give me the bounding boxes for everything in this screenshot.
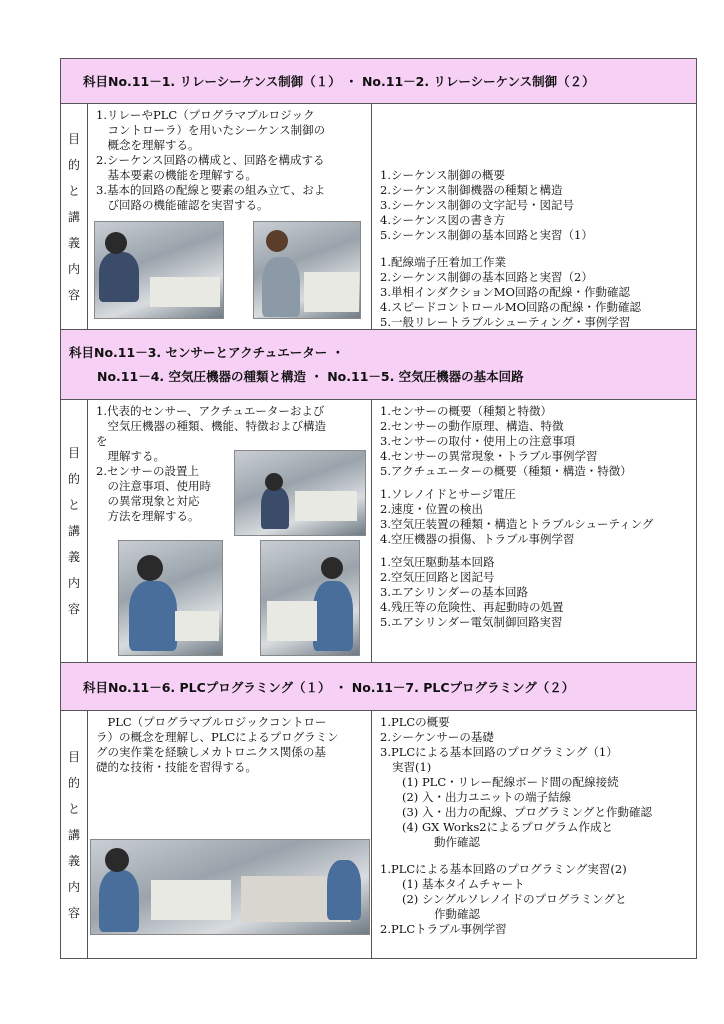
section2-vertical-label: 目 的 と 講 義 内 容: [61, 400, 88, 662]
section2-title-line2: No.11－4. 空気圧機器の種類と構造 ・ No.11－5. 空気圧機器の基本回路: [97, 369, 524, 384]
topics-list-a: 1.シーケンス制御の概要 2.シーケンス制御機器の種類と構造 3.シーケンス制御の文字記号・図記号 4.シーケンス図の書き方 5.シーケンス制御の基本回路と実習（1）: [380, 168, 593, 242]
section3-body: [60, 711, 697, 959]
topics-list-a: 1.PLCの概要 2.シーケンサーの基礎 3.PLCによる基本回路のプログラミング（1） 実習(1) (1) PLC・リレー配線ボード間の配線接続 (2) 入・出力ユニットの端子結線 (3) 入・出力の配線、プログラミングと作動確認 (4) GX Works2によるプログラム作成と 動作確認: [380, 715, 652, 849]
section1-topics: [372, 104, 696, 329]
section3-objectives: PLC（プログラマブルロジックコントロー ラ）の概念を理解し、PLCによるプログラミン グの実作業を経験しメカトロニクス関係の基 礎的な技術・技能を習得する。: [88, 711, 372, 958]
training-photo: [90, 839, 370, 935]
section3-topics: [372, 711, 696, 958]
topics-list-a: 1.センサーの概要（種類と特徴） 2.センサーの動作原理、構造、特徴 3.センサーの取付・使用上の注意事項 4.センサーの異常現象・トラブル事例学習 5.アクチュエーターの概要（種類・構造・特徴）: [380, 404, 632, 478]
topics-list-b: 1.PLCによる基本回路のプログラミング実習(2) (1) 基本タイムチャート (2) シングルソレノイドのプログラミングと 作動確認 2.PLCトラブル事例学習: [380, 862, 627, 936]
curriculum-sheet: [60, 58, 697, 959]
topics-list-b: 1.配線端子圧着加工作業 2.シーケンス制御の基本回路と実習（2） 3.単相インダクションMO回路の配線・作動確認 4.スピードコントロールMO回路の配線・作動確認 5.一般リレートラブルシューティング・事例学習: [380, 255, 642, 329]
section2-body: [60, 400, 697, 663]
training-photo: [253, 221, 361, 319]
training-photo: [260, 540, 360, 656]
section2-objectives: 1.代表的センサー、アクチュエーターおよび 空気圧機器の種類、機能、特徴および構造 を 理解する。 2.センサーの設置上 の注意事項、使用時 の異常現象と対応 方法を理解する。: [88, 400, 372, 662]
section2-header: [60, 330, 697, 400]
training-photo: [234, 450, 366, 536]
training-photo: [94, 221, 224, 319]
section3-vertical-label: 目 的 と 講 義 内 容: [61, 711, 88, 958]
section3-header: [60, 663, 697, 711]
section2-title-line1: 科目No.11－3. センサーとアクチュエーター ・: [69, 345, 345, 360]
topics-list-c: 1.空気圧駆動基本回路 2.空気圧回路と図記号 3.エアシリンダーの基本回路 4.残圧等の危険性、再起動時の処置 5.エアシリンダー電気制御回路実習: [380, 555, 564, 629]
section1-objectives: 1.リレーやPLC（プログラマブルロジック コントローラ）を用いたシーケンス制御の 概念を理解する。 2.シーケンス回路の構成と、回路を構成する 基本要素の機能を理解する。 3.基本的回路の配線と要素の組み立て、およ び回路の機能確認を実習する。: [88, 104, 372, 329]
section1-body: [60, 104, 697, 330]
section2-topics: [372, 400, 696, 662]
section1-header: [60, 58, 697, 104]
training-photo: [118, 540, 223, 656]
section1-vertical-label: 目 的 と 講 義 内 容: [61, 104, 88, 329]
topics-list-b: 1.ソレノイドとサージ電圧 2.速度・位置の検出 3.空気圧装置の種類・構造とトラブルシューティング 4.空圧機器の損傷、トラブル事例学習: [380, 487, 654, 546]
section1-title: 科目No.11－1. リレーシーケンス制御（１） ・ No.11－2. リレーシーケンス制御（２）: [83, 74, 595, 89]
section3-title: 科目No.11－6. PLCプログラミング（１） ・ No.11－7. PLCプログラミング（２）: [83, 679, 575, 695]
